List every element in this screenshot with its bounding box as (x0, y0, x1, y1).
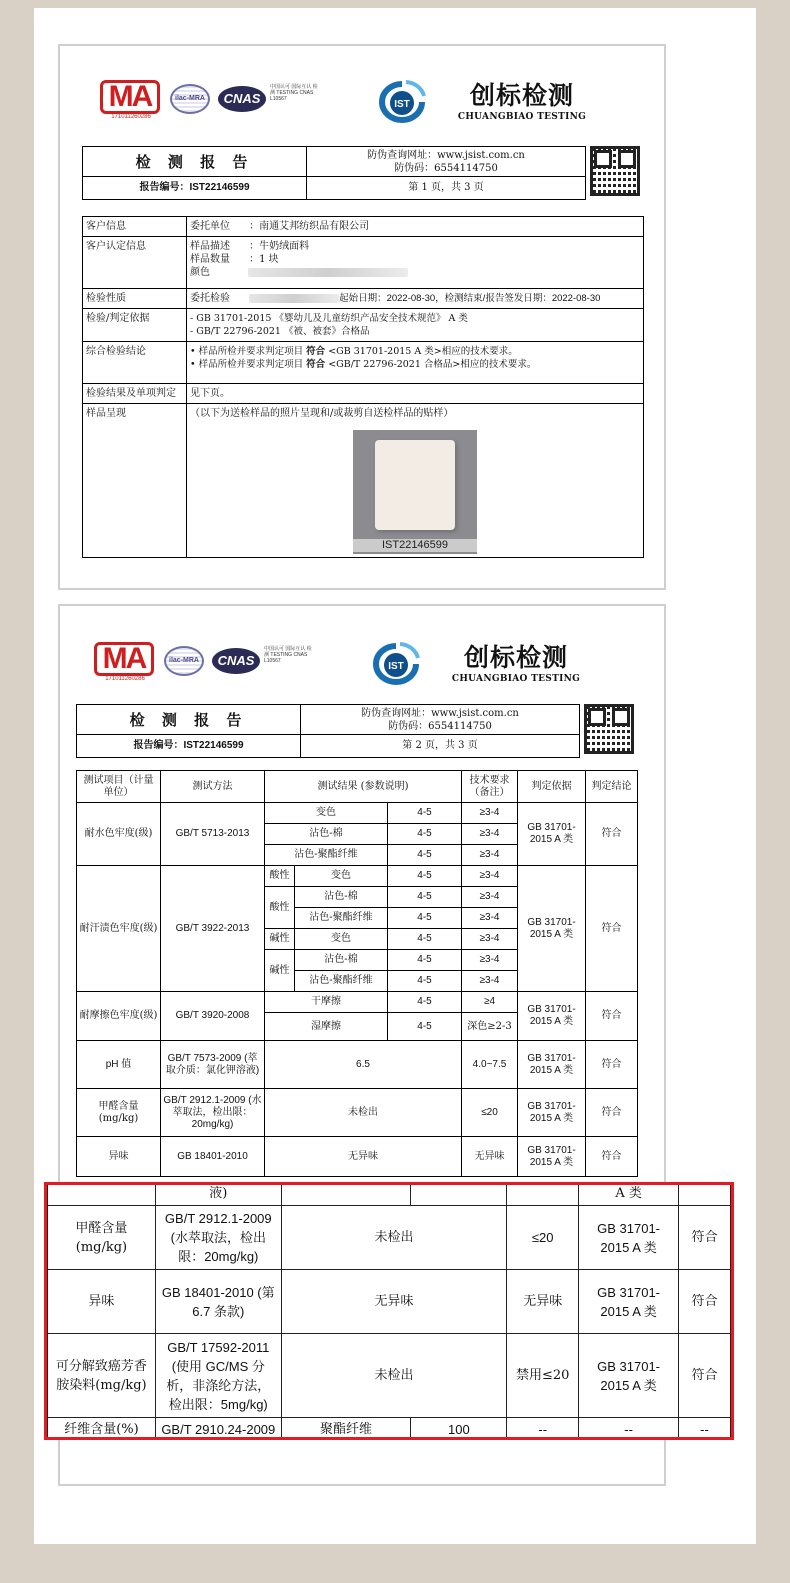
method-azo-dyes: GB/T 17592-2011 (使用 GC/MS 分析，非涤纶方法，检出限：5mg/kg) (155, 1334, 281, 1418)
qr-code (590, 146, 640, 196)
value: 4-5 (388, 1013, 462, 1041)
requirement-odor: 无异味 (462, 1137, 518, 1177)
param: 沾色-聚酯纤维 (265, 845, 388, 866)
requirement-azo-dyes: 禁用≤20 (507, 1334, 579, 1418)
requirement: ≥3-4 (462, 887, 518, 908)
acid-label: 酸性 (265, 866, 295, 887)
method-water: GB/T 5713-2013 (161, 803, 265, 866)
requirement: ≥3-4 (462, 803, 518, 824)
value-odor: 无异味 (265, 1137, 462, 1177)
col-header-requirement: 技术要求（备注） (462, 771, 518, 803)
sample-photo: IST22146599 (353, 430, 477, 554)
ilac-mra-logo: ilac-MRA (170, 84, 210, 114)
ilac-mra-logo: ilac-MRA (164, 646, 204, 676)
ist-logo (370, 642, 422, 686)
item-odor: 异味 (48, 1270, 156, 1334)
conclusion-fiber: -- (679, 1418, 731, 1441)
requirement-ph: 4.0~7.5 (462, 1041, 518, 1089)
requirement-fiber: -- (507, 1418, 579, 1441)
acid-label: 酸性 (265, 887, 295, 929)
param: 沾色-聚酯纤维 (295, 908, 388, 929)
basis: GB 31701-2015 A 类 (579, 1334, 679, 1418)
client-info-table (82, 216, 644, 558)
basis: GB 31701-2015 A 类 (579, 1270, 679, 1334)
value: 4-5 (388, 971, 462, 992)
value: 4-5 (388, 929, 462, 950)
param: 沾色-棉 (265, 824, 388, 845)
anti-fake-info: 防伪查询网址：www.jsist.com.cn 防伪码：6554114750 (301, 705, 579, 735)
requirement: ≥4 (462, 992, 518, 1013)
method-rub: GB/T 3920-2008 (161, 992, 265, 1041)
param: 沾色-棉 (295, 950, 388, 971)
requirement: ≥3-4 (462, 908, 518, 929)
cma-logo: MA 171011260286 (100, 80, 162, 120)
param: 变色 (295, 866, 388, 887)
label-sample: 客户认定信息 (83, 237, 187, 289)
results-value: 见下页。 (187, 384, 644, 404)
requirement: ≥3-4 (462, 929, 518, 950)
basis-fiber: -- (579, 1418, 679, 1441)
cnas-logo: CNAS (218, 86, 266, 112)
conclusion-value: • 样品所检并要求判定项目 符合 <GB 31701-2015 A 类>相应的技术要求。 • 样品所检并要求判定项目 符合 <GB/T 22796-2021 合格品>相应的技术要求。 (187, 342, 644, 384)
method-ph: GB/T 7573-2009 (萃取介质：氯化钾溶液) (161, 1041, 265, 1089)
item-azo-dyes: 可分解致癌芳香胺染料(mg/kg) (48, 1334, 156, 1418)
value-azo-dyes: 未检出 (281, 1334, 507, 1418)
brand-name: 创标检测 CHUANGBIAO TESTING (457, 81, 587, 122)
header-logos (100, 80, 640, 130)
item-formaldehyde: 甲醛含量 (mg/kg) (77, 1089, 161, 1137)
sample-value: 样品描述 ：牛奶绒面料 样品数量 ：1 块 颜色 (187, 237, 644, 289)
col-header-conclusion: 判定结论 (586, 771, 638, 803)
param: 沾色-聚酯纤维 (295, 971, 388, 992)
cnas-accreditation-text: 中国认可 国际互认 检测 TESTING CNAS L10567 (264, 646, 312, 664)
item-ph: pH 值 (77, 1041, 161, 1089)
conclusion: 符合 (679, 1334, 731, 1418)
page-indicator: 第 1 页，共 3 页 (408, 182, 484, 193)
qr-code-2 (584, 704, 634, 754)
svg-text:IST: IST (394, 99, 410, 110)
value-odor: 无异味 (281, 1270, 507, 1334)
conclusion: 符合 (586, 1041, 638, 1089)
conclusion: 符合 (586, 1137, 638, 1177)
item-water: 耐水色牢度(级) (77, 803, 161, 866)
report-page-1 (58, 44, 666, 590)
label-nature: 检验性质 (83, 289, 187, 309)
method-fiber: GB/T 2910.24-2009 (155, 1418, 281, 1441)
requirement: ≥3-4 (462, 971, 518, 992)
basis: GB 31701-2015 A 类 (579, 1206, 679, 1270)
col-header-item: 测试项目（计量单位） (77, 771, 161, 803)
conclusion: 符合 (586, 803, 638, 866)
value-ph: 6.5 (265, 1041, 462, 1089)
ist-logo (376, 80, 428, 124)
report-title-box (82, 146, 586, 200)
param: 干摩擦 (265, 992, 388, 1013)
label-photo: 样品呈现 (83, 404, 187, 558)
method-formaldehyde: GB/T 2912.1-2009 (水萃取法，检出限：20mg/kg) (155, 1206, 281, 1270)
report-number: 报告编号：IST22146599 (139, 182, 250, 193)
page-indicator: 第 2 页，共 3 页 (402, 740, 478, 751)
alkali-label: 碱性 (265, 929, 295, 950)
requirement-odor: 无异味 (507, 1270, 579, 1334)
item-sweat: 耐汗渍色牢度(级) (77, 866, 161, 992)
conclusion: 符合 (586, 866, 638, 992)
cnas-logo: CNAS (212, 648, 260, 674)
svg-text:IST: IST (388, 661, 404, 672)
photo-value: （以下为送检样品的照片呈现和/或裁剪自送检样品的贴样） IST22146599 (187, 404, 644, 558)
method-odor: GB 18401-2010 (第 6.7 条款) (155, 1270, 281, 1334)
value: 4-5 (388, 887, 462, 908)
report-number: 报告编号：IST22146599 (133, 740, 244, 751)
fiber-name: 聚酯纤维 (281, 1418, 411, 1441)
cma-logo: MA 171011260286 (94, 642, 156, 682)
header-logos-2 (94, 642, 634, 692)
param: 沾色-棉 (295, 887, 388, 908)
col-header-basis: 判定依据 (518, 771, 586, 803)
param: 变色 (295, 929, 388, 950)
basis: GB 31701-2015 A 类 (518, 803, 586, 866)
zoomed-detail-box (44, 1182, 734, 1440)
col-header-method: 测试方法 (161, 771, 265, 803)
basis-value: - GB 31701-2015 《婴幼儿及儿童纺织产品安全技术规范》 A 类 - GB/T 22796-2021 《被、被套》合格品 (187, 309, 644, 342)
value: 4-5 (388, 950, 462, 971)
item-odor: 异味 (77, 1137, 161, 1177)
zoomed-results-table (47, 1182, 731, 1440)
value-formaldehyde: 未检出 (281, 1206, 507, 1270)
anti-fake-info: 防伪查询网址：www.jsist.com.cn 防伪码：6554114750 (307, 147, 585, 177)
basis: GB 31701-2015 A 类 (518, 1137, 586, 1177)
report-title: 检 测 报 告 (77, 705, 300, 735)
report-title-box-2 (76, 704, 580, 758)
requirement-formaldehyde: ≤20 (507, 1206, 579, 1270)
brand-name: 创标检测 CHUANGBIAO TESTING (451, 643, 581, 684)
label-basis: 检验/判定依据 (83, 309, 187, 342)
conclusion: 符合 (586, 1089, 638, 1137)
col-header-result: 测试结果 (参数说明) (265, 771, 462, 803)
conclusion: 符合 (586, 992, 638, 1041)
fiber-value: 100 (411, 1418, 507, 1441)
param: 变色 (265, 803, 388, 824)
requirement: ≥3-4 (462, 950, 518, 971)
report-title: 检 测 报 告 (83, 147, 306, 177)
item-formaldehyde: 甲醛含量 (mg/kg) (48, 1206, 156, 1270)
client-value: 委托单位 ：南通艾邦纺织品有限公司 (187, 217, 644, 237)
label-results: 检验结果及单项判定 (83, 384, 187, 404)
results-table (76, 770, 638, 1177)
conclusion: 符合 (679, 1270, 731, 1334)
label-client: 客户信息 (83, 217, 187, 237)
item-rub: 耐摩擦色牢度(级) (77, 992, 161, 1041)
value-formaldehyde: 未检出 (265, 1089, 462, 1137)
requirement: ≥3-4 (462, 845, 518, 866)
method-sweat: GB/T 3922-2013 (161, 866, 265, 992)
item-fiber: 纤维含量(%) (48, 1418, 156, 1441)
report-footer-fineprint (70, 1440, 670, 1458)
requirement: ≥3-4 (462, 824, 518, 845)
conclusion: 符合 (679, 1206, 731, 1270)
basis: GB 31701-2015 A 类 (518, 866, 586, 992)
value: 4-5 (388, 866, 462, 887)
nature-value: 委托检验 起始日期：2022-08-30，检测结束/报告签发日期：2022-08-30 (187, 289, 644, 309)
value: 4-5 (388, 992, 462, 1013)
fragment-basis: A 类 (579, 1182, 679, 1206)
cnas-accreditation-text: 中国认可 国际互认 检测 TESTING CNAS L10567 (270, 84, 318, 102)
basis: GB 31701-2015 A 类 (518, 1089, 586, 1137)
requirement: ≥3-4 (462, 866, 518, 887)
requirement: 深色≥2-3 (462, 1013, 518, 1041)
alkali-label: 碱性 (265, 950, 295, 992)
basis: GB 31701-2015 A 类 (518, 992, 586, 1041)
value: 4-5 (388, 908, 462, 929)
requirement-formaldehyde: ≤20 (462, 1089, 518, 1137)
param: 湿摩擦 (265, 1013, 388, 1041)
method-odor: GB 18401-2010 (161, 1137, 265, 1177)
basis: GB 31701-2015 A 类 (518, 1041, 586, 1089)
fragment-method: 液) (155, 1182, 281, 1206)
value: 4-5 (388, 845, 462, 866)
value: 4-5 (388, 824, 462, 845)
method-formaldehyde: GB/T 2912.1-2009 (水萃取法，检出限：20mg/kg) (161, 1089, 265, 1137)
value: 4-5 (388, 803, 462, 824)
label-conclusion: 综合检验结论 (83, 342, 187, 384)
